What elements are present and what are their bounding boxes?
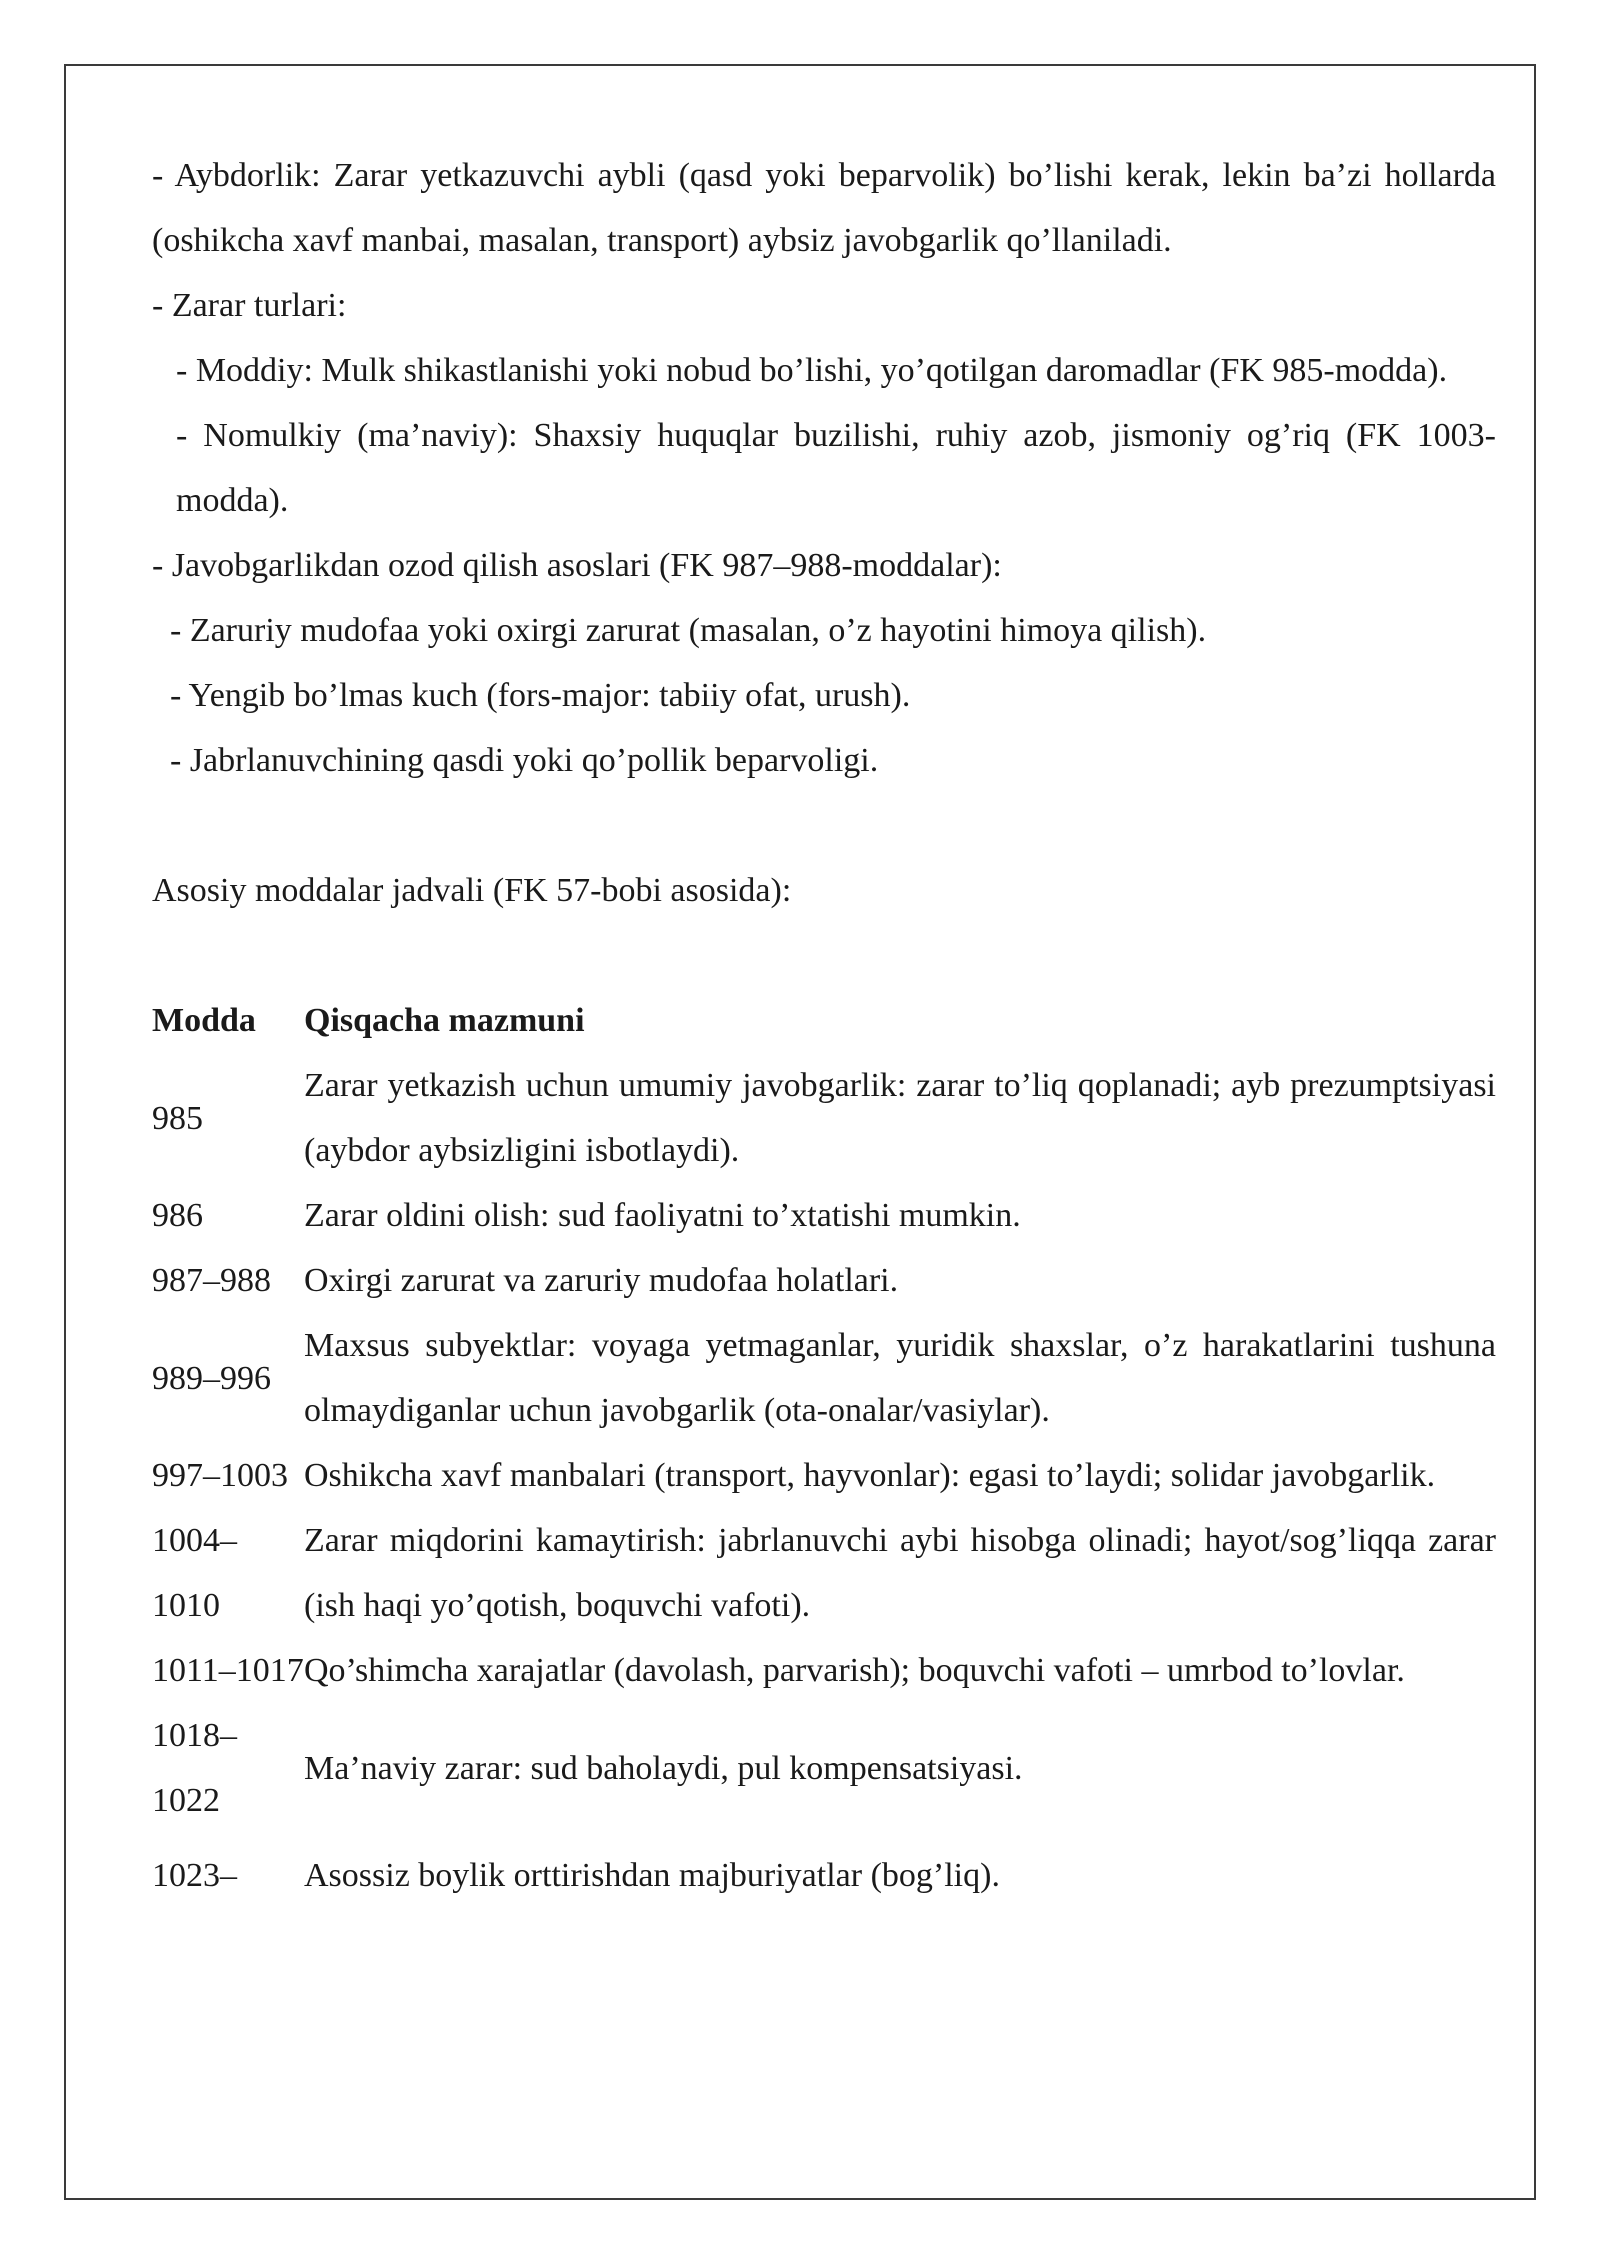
table-row	[152, 1638, 1496, 1703]
table-caption: Asosiy moddalar jadvali (FK 57-bobi asosida):	[152, 872, 792, 909]
table-header-row	[152, 988, 1496, 1053]
table-cell-modda: 986	[152, 1197, 203, 1234]
table-cell-mazmuni: Maxsus subyektlar: voyaga yetmaganlar, yuridik shaxslar, o’z harakatlarini tushuna olmaydiganlar uchun javobgarlik (ota-onalar/vasiylar).	[304, 1327, 1496, 1429]
table-cell-modda: 997–1003	[152, 1457, 288, 1494]
table-row	[152, 1443, 1496, 1508]
table-cell-modda: 1011–1017	[152, 1652, 304, 1689]
table-row	[152, 1183, 1496, 1248]
paragraph-zaruriy-mudofaa: - Zaruriy mudofaa yoki oxirgi zarurat (masalan, o’z hayotini himoya qilish).	[170, 612, 1207, 649]
paragraph-zarar-turlari: - Zarar turlari:	[152, 287, 347, 324]
table-cell-mazmuni: Oxirgi zarurat va zaruriy mudofaa holatlari.	[304, 1262, 899, 1299]
table-cell-mazmuni: Qo’shimcha xarajatlar (davolash, parvarish); boquvchi vafoti – umrbod to’lovlar.	[304, 1652, 1405, 1689]
table-row	[152, 1843, 1496, 1908]
paragraph-fors-major: - Yengib bo’lmas kuch (fors-major: tabiiy ofat, urush).	[170, 677, 911, 714]
table-cell-mazmuni: Zarar miqdorini kamaytirish: jabrlanuvchi aybi hisobga olinadi; hayot/sog’liqqa zarar (ish haqi yo’qotish, boquvchi vafoti).	[304, 1522, 1496, 1624]
table-header-modda: Modda	[152, 1002, 256, 1039]
table-cell-mazmuni: Ma’naviy zarar: sud baholaydi, pul kompensatsiyasi.	[304, 1749, 1023, 1787]
table-row	[152, 1053, 1496, 1183]
table-cell-modda: 1018–1022	[152, 1717, 237, 1819]
blank-line	[152, 793, 1496, 858]
table-cell-mazmuni: Oshikcha xavf manbalari (transport, hayvonlar): egasi to’laydi; solidar javobgarlik.	[304, 1457, 1436, 1494]
table-row	[152, 1313, 1496, 1443]
table-cell-mazmuni: Zarar oldini olish: sud faoliyatni to’xtatishi mumkin.	[304, 1197, 1021, 1234]
paragraph-jabrlanuvchi: - Jabrlanuvchining qasdi yoki qo’pollik beparvoligi.	[170, 742, 879, 779]
table-cell-modda: 987–988	[152, 1262, 271, 1299]
table-row	[152, 1508, 1496, 1638]
paragraph-aybdorlik: - Aybdorlik: Zarar yetkazuvchi aybli (qasd yoki beparvolik) bo’lishi kerak, lekin ba’zi hollarda (oshikcha xavf manbai, masalan, transport) aybsiz javobgarlik qo’llaniladi.	[152, 157, 1496, 259]
document-body	[152, 143, 1496, 1908]
articles-table	[152, 988, 1496, 1908]
table-cell-modda: 1004–1010	[152, 1522, 237, 1624]
table-cell-mazmuni: Asossiz boylik orttirishdan majburiyatlar (bog’liq).	[304, 1857, 1000, 1894]
table-cell-modda: 989–996	[152, 1359, 271, 1397]
paragraph-moddiy: - Moddiy: Mulk shikastlanishi yoki nobud bo’lishi, yo’qotilgan daromadlar (FK 985-modda).	[176, 352, 1448, 389]
table-cell-modda: 985	[152, 1099, 203, 1137]
paragraph-ozod-qilish: - Javobgarlikdan ozod qilish asoslari (FK 987–988-moddalar):	[152, 547, 1002, 584]
table-row	[152, 1248, 1496, 1313]
table-row	[152, 1703, 1496, 1833]
table-cell-modda: 1023–	[152, 1857, 237, 1894]
table-header-mazmuni: Qisqacha mazmuni	[304, 1002, 585, 1039]
paragraph-nomulkiy: - Nomulkiy (ma’naviy): Shaxsiy huquqlar buzilishi, ruhiy azob, jismoniy og’riq (FK 1003-modda).	[176, 417, 1496, 519]
table-cell-mazmuni: Zarar yetkazish uchun umumiy javobgarlik: zarar to’liq qoplanadi; ayb prezumptsiyasi (aybdor aybsizligini isbotlaydi).	[304, 1067, 1496, 1169]
